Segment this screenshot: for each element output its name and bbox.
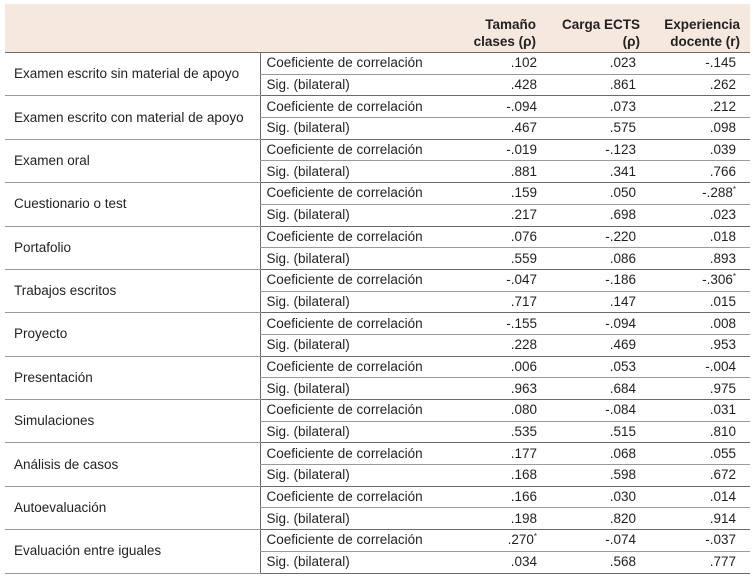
method-label: Presentación: [5, 356, 260, 399]
stat-label-correlation: Coeficiente de correlación: [260, 530, 450, 552]
significance-value: .575: [546, 118, 650, 140]
significance-value: .515: [546, 421, 650, 443]
method-label: Trabajos escritos: [5, 269, 260, 312]
correlation-number: .039: [709, 142, 736, 158]
correlation-value: [450, 139, 546, 161]
correlation-number: .014: [709, 489, 736, 505]
table-row: [5, 400, 750, 422]
significance-value: .198: [450, 508, 546, 530]
correlation-number: -.186: [605, 272, 636, 288]
correlation-number: .053: [609, 358, 636, 374]
table-row: [5, 183, 750, 205]
correlation-value: [546, 183, 650, 205]
header-class-size: [450, 4, 546, 53]
significance-value: .717: [450, 291, 546, 313]
significance-value: .467: [450, 118, 546, 140]
correlation-value: [650, 356, 750, 378]
method-label: Proyecto: [5, 313, 260, 356]
significance-value: .861: [546, 74, 650, 96]
header-ects-load-line2: Carga ECTS (ρ): [561, 17, 640, 49]
correlation-number: .270: [507, 532, 534, 548]
significance-value: .568: [546, 551, 650, 573]
table-body: [5, 53, 750, 574]
stat-label-correlation: Coeficiente de correlación: [260, 400, 450, 422]
stat-label-significance: Sig. (bilateral): [260, 465, 450, 487]
significance-value: .881: [450, 161, 546, 183]
header-class-size-line1: Tamaño: [485, 17, 536, 32]
method-label: Evaluación entre iguales: [5, 530, 260, 573]
method-label: Portafolio: [5, 226, 260, 269]
correlation-table: [5, 4, 750, 574]
correlation-value: [546, 53, 650, 75]
significance-value: .766: [650, 161, 750, 183]
stat-label-significance: Sig. (bilateral): [260, 378, 450, 400]
significance-value: .262: [650, 74, 750, 96]
stat-label-significance: Sig. (bilateral): [260, 421, 450, 443]
significance-value: .428: [450, 74, 546, 96]
correlation-number: .068: [609, 445, 636, 461]
correlation-value: [650, 96, 750, 118]
method-label: Examen escrito sin material de apoyo: [5, 53, 260, 96]
significance-value: .975: [650, 378, 750, 400]
header-blank-stat: [260, 4, 450, 53]
correlation-value: [650, 139, 750, 161]
correlation-value: [546, 226, 650, 248]
correlation-number: -.145: [705, 55, 736, 71]
significance-value: .914: [650, 508, 750, 530]
significance-value: .034: [450, 551, 546, 573]
correlation-number: -.094: [605, 315, 636, 331]
significance-value: .777: [650, 551, 750, 573]
stat-label-correlation: Coeficiente de correlación: [260, 313, 450, 335]
significance-mark: *: [732, 185, 736, 195]
method-label: Examen oral: [5, 139, 260, 182]
stat-label-significance: Sig. (bilateral): [260, 334, 450, 356]
table-row: [5, 313, 750, 335]
correlation-value: [450, 443, 546, 465]
significance-value: .672: [650, 465, 750, 487]
significance-value: .820: [546, 508, 650, 530]
correlation-value: [450, 400, 546, 422]
correlation-value: [450, 269, 546, 291]
correlation-number: .159: [510, 185, 537, 201]
correlation-value: [546, 269, 650, 291]
correlation-number: -.084: [605, 402, 636, 418]
header-teaching-experience-line2: docente (r): [670, 34, 740, 49]
significance-value: .341: [546, 161, 650, 183]
correlation-number: .076: [510, 228, 537, 244]
correlation-value: [650, 269, 750, 291]
correlation-number: -.074: [605, 532, 636, 548]
significance-value: .893: [650, 248, 750, 270]
significance-value: .698: [546, 204, 650, 226]
header-teaching-experience-line1: Experiencia: [664, 17, 740, 32]
correlation-value: [450, 486, 546, 508]
correlation-number: .177: [510, 445, 537, 461]
correlation-number: .008: [709, 315, 736, 331]
stat-label-significance: Sig. (bilateral): [260, 74, 450, 96]
significance-value: .023: [650, 204, 750, 226]
correlation-number: -.155: [506, 315, 537, 331]
table-row: [5, 139, 750, 161]
correlation-number: .030: [609, 489, 636, 505]
correlation-number: -.220: [605, 228, 636, 244]
header-class-size-line2: clases (ρ): [473, 34, 536, 49]
table-row: [5, 530, 750, 552]
significance-value: .953: [650, 334, 750, 356]
method-label: Análisis de casos: [5, 443, 260, 486]
significance-value: .535: [450, 421, 546, 443]
stat-label-significance: Sig. (bilateral): [260, 118, 450, 140]
correlation-number: .006: [510, 358, 537, 374]
correlation-value: [450, 356, 546, 378]
correlation-value: [546, 486, 650, 508]
correlation-value: [546, 400, 650, 422]
correlation-value: [450, 530, 546, 552]
stat-label-significance: Sig. (bilateral): [260, 291, 450, 313]
correlation-number: -.047: [506, 272, 537, 288]
stat-label-correlation: Coeficiente de correlación: [260, 226, 450, 248]
stat-label-significance: Sig. (bilateral): [260, 204, 450, 226]
stat-label-significance: Sig. (bilateral): [260, 551, 450, 573]
correlation-number: -.288: [702, 185, 733, 201]
stat-label-significance: Sig. (bilateral): [260, 161, 450, 183]
correlation-number: .050: [609, 185, 636, 201]
correlation-value: [450, 53, 546, 75]
correlation-value: [450, 96, 546, 118]
method-label: Simulaciones: [5, 400, 260, 443]
stat-label-correlation: Coeficiente de correlación: [260, 139, 450, 161]
correlation-value: [546, 96, 650, 118]
correlation-number: .212: [709, 98, 736, 114]
stat-label-correlation: Coeficiente de correlación: [260, 53, 450, 75]
header-ects-load: [546, 4, 650, 53]
correlation-number: .166: [510, 489, 537, 505]
correlation-value: [650, 486, 750, 508]
table-row: [5, 486, 750, 508]
stat-label-correlation: Coeficiente de correlación: [260, 269, 450, 291]
significance-mark: *: [533, 532, 537, 542]
correlation-value: [450, 313, 546, 335]
correlation-number: .102: [510, 55, 537, 71]
stat-label-significance: Sig. (bilateral): [260, 508, 450, 530]
correlation-number: -.306: [702, 272, 733, 288]
stat-label-correlation: Coeficiente de correlación: [260, 96, 450, 118]
correlation-value: [546, 313, 650, 335]
significance-value: .228: [450, 334, 546, 356]
correlation-number: .023: [609, 55, 636, 71]
header-blank-label: [5, 4, 260, 53]
significance-value: .810: [650, 421, 750, 443]
correlation-number: -.123: [605, 142, 636, 158]
correlation-table-container: [5, 4, 750, 578]
stat-label-correlation: Coeficiente de correlación: [260, 486, 450, 508]
stat-label-correlation: Coeficiente de correlación: [260, 356, 450, 378]
correlation-value: [650, 53, 750, 75]
correlation-value: [650, 400, 750, 422]
correlation-value: [546, 356, 650, 378]
header-row: [5, 4, 750, 53]
method-label: Examen escrito con material de apoyo: [5, 96, 260, 139]
correlation-number: .073: [609, 98, 636, 114]
correlation-value: [650, 443, 750, 465]
correlation-value: [546, 443, 650, 465]
significance-value: .015: [650, 291, 750, 313]
significance-value: .168: [450, 465, 546, 487]
table-row: [5, 356, 750, 378]
stat-label-correlation: Coeficiente de correlación: [260, 443, 450, 465]
significance-value: .559: [450, 248, 546, 270]
correlation-value: [650, 183, 750, 205]
header-teaching-experience: [650, 4, 750, 53]
correlation-value: [650, 226, 750, 248]
method-label: Cuestionario o test: [5, 183, 260, 226]
correlation-number: .055: [709, 445, 736, 461]
significance-value: .217: [450, 204, 546, 226]
significance-value: .598: [546, 465, 650, 487]
correlation-value: [650, 530, 750, 552]
table-row: [5, 96, 750, 118]
significance-value: .147: [546, 291, 650, 313]
significance-mark: *: [732, 272, 736, 282]
correlation-number: -.019: [506, 142, 537, 158]
significance-value: .684: [546, 378, 650, 400]
stat-label-significance: Sig. (bilateral): [260, 248, 450, 270]
correlation-number: -.004: [705, 358, 736, 374]
table-row: [5, 269, 750, 291]
stat-label-correlation: Coeficiente de correlación: [260, 183, 450, 205]
method-label: Autoevaluación: [5, 486, 260, 529]
table-row: [5, 443, 750, 465]
correlation-number: .018: [709, 228, 736, 244]
correlation-number: .031: [709, 402, 736, 418]
correlation-value: [450, 226, 546, 248]
significance-value: .469: [546, 334, 650, 356]
table-row: [5, 226, 750, 248]
significance-value: .086: [546, 248, 650, 270]
correlation-number: -.094: [506, 98, 537, 114]
correlation-value: [546, 530, 650, 552]
correlation-number: .080: [510, 402, 537, 418]
correlation-value: [546, 139, 650, 161]
correlation-value: [650, 313, 750, 335]
table-row: [5, 53, 750, 75]
significance-value: .963: [450, 378, 546, 400]
significance-value: .098: [650, 118, 750, 140]
correlation-number: -.037: [705, 532, 736, 548]
correlation-value: [450, 183, 546, 205]
